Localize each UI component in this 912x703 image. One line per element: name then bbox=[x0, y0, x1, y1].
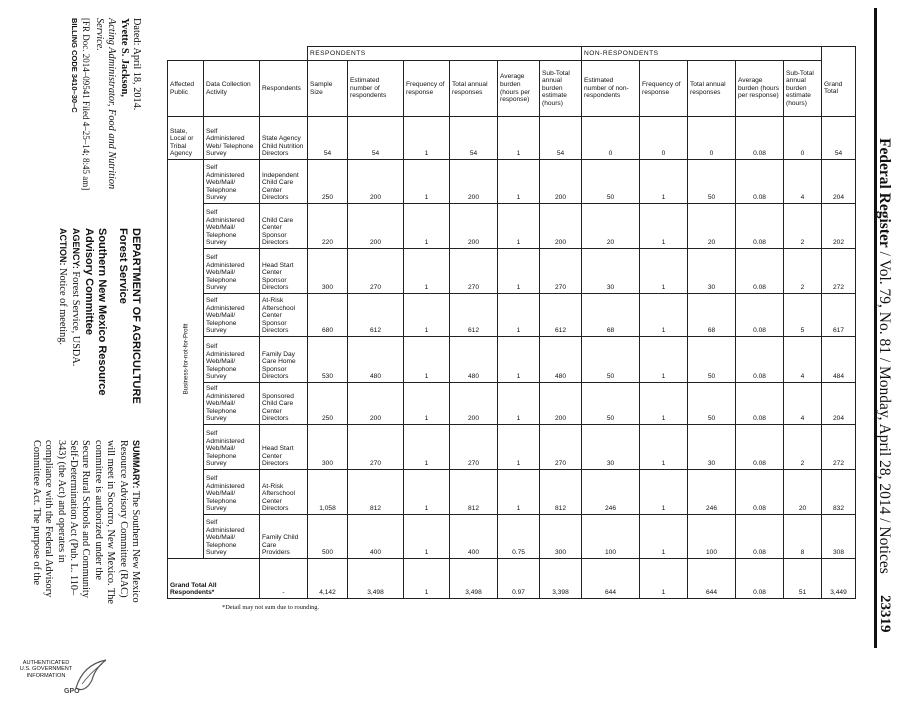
affected-public-cell: State, Local or Tribal Agency bbox=[168, 117, 204, 160]
value-cell: 200 bbox=[348, 160, 404, 204]
action-text: Notice of meeting. bbox=[56, 265, 68, 345]
committee-heading-2: Advisory Committee bbox=[83, 228, 95, 335]
value-cell: 480 bbox=[540, 337, 582, 383]
table-row bbox=[168, 294, 856, 337]
value-cell: 0.08 bbox=[736, 160, 784, 204]
action-line bbox=[55, 228, 68, 404]
summary-line: Secure Rural Schools and Community bbox=[80, 440, 92, 598]
value-cell: 50 bbox=[688, 383, 736, 425]
value-cell: 1 bbox=[404, 249, 450, 294]
column-header-row bbox=[168, 61, 856, 117]
committee-heading-1: Southern New Mexico Resource bbox=[96, 228, 108, 396]
col-header: Affected Public bbox=[168, 61, 204, 117]
respondents-cell: Head Start Center Directors bbox=[260, 425, 308, 470]
value-cell: 68 bbox=[582, 294, 640, 337]
value-cell: 1 bbox=[404, 425, 450, 470]
table-row bbox=[168, 515, 856, 559]
value-cell: 30 bbox=[688, 425, 736, 470]
value-cell: 0.08 bbox=[736, 337, 784, 383]
value-cell: 270 bbox=[540, 249, 582, 294]
value-cell: 270 bbox=[540, 425, 582, 470]
summary-label: SUMMARY: bbox=[131, 440, 141, 489]
value-cell: 246 bbox=[688, 470, 736, 515]
value-cell: 204 bbox=[822, 383, 856, 425]
col-header: Grand Total bbox=[822, 61, 856, 117]
activity-cell: Self Administered Web/Mail/ Telephone Survey bbox=[204, 515, 260, 559]
value-cell: 200 bbox=[540, 204, 582, 249]
value-cell: 2 bbox=[784, 204, 822, 249]
nonrespondents-group-header: NON-RESPONDENTS bbox=[582, 47, 822, 61]
col-header: Estimated number of respondents bbox=[348, 61, 404, 117]
value-cell: 250 bbox=[308, 383, 348, 425]
table-row bbox=[168, 117, 856, 160]
value-cell: 200 bbox=[450, 383, 498, 425]
col-header: Total annual responses bbox=[688, 61, 736, 117]
activity-cell: Self Administered Web/ Telephone Survey bbox=[204, 117, 260, 160]
value-cell: 0 bbox=[784, 117, 822, 160]
agency-label: AGENCY: bbox=[71, 228, 81, 269]
value-cell: 0.08 bbox=[736, 294, 784, 337]
value-cell: 54 bbox=[822, 117, 856, 160]
value-cell: 8 bbox=[784, 515, 822, 559]
activity-cell: Self Administered Web/Mail/ Telephone Survey bbox=[204, 337, 260, 383]
value-cell: 0.08 bbox=[736, 559, 784, 599]
table-row bbox=[168, 337, 856, 383]
agency-heading-block bbox=[55, 228, 142, 404]
value-cell: 680 bbox=[308, 294, 348, 337]
value-cell: 1 bbox=[498, 117, 540, 160]
value-cell: 530 bbox=[308, 337, 348, 383]
value-cell: 1 bbox=[640, 559, 688, 599]
value-cell: 2 bbox=[784, 425, 822, 470]
value-cell: 1 bbox=[640, 249, 688, 294]
col-header: Respondents bbox=[260, 61, 308, 117]
signer-title-1: Acting Administrator, Food and Nutrition bbox=[106, 18, 118, 190]
value-cell: 1 bbox=[404, 117, 450, 160]
value-cell: 500 bbox=[308, 515, 348, 559]
table-row bbox=[168, 249, 856, 294]
value-cell: 1 bbox=[404, 559, 450, 599]
agency-line bbox=[69, 228, 82, 404]
value-cell: 480 bbox=[348, 337, 404, 383]
activity-cell: Self Administered Web/Mail/ Telephone Survey bbox=[204, 204, 260, 249]
grand-total-label: Grand Total All Respondents* bbox=[168, 559, 260, 599]
value-cell: 4 bbox=[784, 337, 822, 383]
value-cell: 0 bbox=[640, 117, 688, 160]
value-cell: 200 bbox=[348, 383, 404, 425]
value-cell: 50 bbox=[582, 337, 640, 383]
gpo-authenticated-logo bbox=[12, 658, 112, 700]
table-row bbox=[168, 160, 856, 204]
signer-title-2: Service. bbox=[93, 18, 105, 51]
activity-cell: Self Administered Web/Mail/ Telephone Survey bbox=[204, 425, 260, 470]
value-cell: 100 bbox=[582, 515, 640, 559]
page-number: 23319 bbox=[877, 595, 893, 633]
value-cell: 20 bbox=[784, 470, 822, 515]
value-cell: 272 bbox=[822, 249, 856, 294]
summary-line: 343) (the Act) and operates in bbox=[55, 440, 67, 563]
value-cell: 1 bbox=[640, 515, 688, 559]
value-cell: 617 bbox=[822, 294, 856, 337]
activity-cell: Self Administered Web/Mail/ Telephone Survey bbox=[204, 383, 260, 425]
value-cell: 0.97 bbox=[498, 559, 540, 599]
table-row bbox=[168, 470, 856, 515]
respondents-cell: At-Risk Afterschool Center Directors bbox=[260, 470, 308, 515]
value-cell: 4,142 bbox=[308, 559, 348, 599]
value-cell: 200 bbox=[450, 204, 498, 249]
value-cell: 400 bbox=[348, 515, 404, 559]
value-cell: 4 bbox=[784, 383, 822, 425]
value-cell: 3,398 bbox=[540, 559, 582, 599]
billing-code: BILLING CODE 3410–30–C bbox=[69, 18, 79, 113]
activity-cell: Self Administered Web/Mail/ Telephone Survey bbox=[204, 249, 260, 294]
value-cell: 1 bbox=[640, 383, 688, 425]
activity-cell: Self Administered Web/Mail/ Telephone Survey bbox=[204, 160, 260, 204]
value-cell: 612 bbox=[540, 294, 582, 337]
respondents-cell: Head Start Center Sponsor Directors bbox=[260, 249, 308, 294]
value-cell: 1 bbox=[498, 294, 540, 337]
value-cell: 1 bbox=[498, 337, 540, 383]
value-cell: 270 bbox=[348, 425, 404, 470]
service-heading: Forest Service bbox=[117, 228, 129, 304]
value-cell: 270 bbox=[450, 425, 498, 470]
burden-table bbox=[167, 46, 856, 599]
value-cell: 1 bbox=[498, 470, 540, 515]
value-cell: 612 bbox=[348, 294, 404, 337]
value-cell: 1 bbox=[404, 294, 450, 337]
respondents-cell: At-Risk Afterschool Center Sponsor Directors bbox=[260, 294, 308, 337]
table-row bbox=[168, 383, 856, 425]
summary-block bbox=[29, 440, 142, 604]
signer-name: Yvette S. Jackson, bbox=[118, 18, 130, 97]
fr-doc-line: [FR Doc. 2014–09541 Filed 4–25–14; 8:45 am] bbox=[81, 18, 92, 191]
respondents-cell: Child Care Center Sponsor Directors bbox=[260, 204, 308, 249]
col-header: Frequency of response bbox=[640, 61, 688, 117]
value-cell: 308 bbox=[822, 515, 856, 559]
value-cell: 3,498 bbox=[348, 559, 404, 599]
issue-info: / Vol. 79, No. 81 / Monday, April 28, 2014 / Notices bbox=[876, 247, 893, 574]
value-cell: 270 bbox=[450, 249, 498, 294]
value-cell: 204 bbox=[822, 160, 856, 204]
col-header: Data Collection Activity bbox=[204, 61, 260, 117]
respondents-group-header: RESPONDENTS bbox=[308, 47, 582, 61]
value-cell: 1 bbox=[498, 383, 540, 425]
logo-text: AUTHENTICATED U.S. GOVERNMENT INFORMATION bbox=[19, 660, 73, 679]
value-cell: 0.08 bbox=[736, 470, 784, 515]
value-cell: 644 bbox=[688, 559, 736, 599]
value-cell: 612 bbox=[450, 294, 498, 337]
value-cell: 50 bbox=[582, 383, 640, 425]
value-cell: 1 bbox=[498, 425, 540, 470]
value-cell: 300 bbox=[308, 425, 348, 470]
department-heading: DEPARTMENT OF AGRICULTURE bbox=[130, 228, 142, 404]
value-cell: 68 bbox=[688, 294, 736, 337]
agency-text: Forest Service, USDA. bbox=[70, 268, 81, 367]
dated-line: Dated: April 18, 2014. bbox=[131, 18, 142, 111]
running-header bbox=[875, 138, 893, 574]
value-cell: 272 bbox=[822, 425, 856, 470]
value-cell: 50 bbox=[688, 337, 736, 383]
value-cell: 812 bbox=[348, 470, 404, 515]
value-cell: 0.08 bbox=[736, 204, 784, 249]
value-cell: 51 bbox=[784, 559, 822, 599]
value-cell: 0.75 bbox=[498, 515, 540, 559]
value-cell: 3,449 bbox=[822, 559, 856, 599]
value-cell: 1 bbox=[404, 337, 450, 383]
value-cell: 1 bbox=[404, 470, 450, 515]
col-header: Estimated number of non-respondents bbox=[582, 61, 640, 117]
value-cell: - bbox=[260, 559, 308, 599]
value-cell: 246 bbox=[582, 470, 640, 515]
value-cell: 0.08 bbox=[736, 383, 784, 425]
value-cell: 1 bbox=[404, 383, 450, 425]
col-header: Sample Size bbox=[308, 61, 348, 117]
value-cell: 300 bbox=[308, 249, 348, 294]
value-cell: 220 bbox=[308, 204, 348, 249]
value-cell: 50 bbox=[582, 160, 640, 204]
action-label: ACTION: bbox=[57, 228, 68, 266]
value-cell: 270 bbox=[348, 249, 404, 294]
value-cell: 812 bbox=[450, 470, 498, 515]
value-cell: 1 bbox=[404, 204, 450, 249]
value-cell: 200 bbox=[540, 383, 582, 425]
value-cell: 0 bbox=[582, 117, 640, 160]
col-header: Frequency of response bbox=[404, 61, 450, 117]
respondents-cell: Family Day Care Home Sponsor Directors bbox=[260, 337, 308, 383]
value-cell: 1,058 bbox=[308, 470, 348, 515]
value-cell: 0.08 bbox=[736, 117, 784, 160]
signature-block bbox=[68, 18, 142, 190]
group-header-row bbox=[168, 47, 856, 61]
value-cell: 1 bbox=[498, 204, 540, 249]
value-cell: 250 bbox=[308, 160, 348, 204]
value-cell: 480 bbox=[450, 337, 498, 383]
value-cell: 644 bbox=[582, 559, 640, 599]
value-cell: 4 bbox=[784, 160, 822, 204]
value-cell: 1 bbox=[498, 160, 540, 204]
value-cell: 1 bbox=[404, 515, 450, 559]
value-cell: 1 bbox=[640, 294, 688, 337]
value-cell: 1 bbox=[640, 337, 688, 383]
grand-total-row bbox=[168, 559, 856, 599]
value-cell: 832 bbox=[822, 470, 856, 515]
col-header: Average burden (hours per response) bbox=[498, 61, 540, 117]
journal-name: Federal Register bbox=[876, 138, 893, 248]
value-cell: 1 bbox=[640, 425, 688, 470]
value-cell: 54 bbox=[450, 117, 498, 160]
value-cell: 54 bbox=[308, 117, 348, 160]
value-cell: 100 bbox=[688, 515, 736, 559]
value-cell: 200 bbox=[450, 160, 498, 204]
col-header: Sub-Total annual burden estimate (hours) bbox=[784, 61, 822, 117]
col-header: Total annual responses bbox=[450, 61, 498, 117]
affected-public-cell bbox=[168, 160, 204, 559]
value-cell: 5 bbox=[784, 294, 822, 337]
value-cell: 0.08 bbox=[736, 249, 784, 294]
value-cell: 54 bbox=[348, 117, 404, 160]
respondents-cell: Family Child Care Providers bbox=[260, 515, 308, 559]
value-cell: 484 bbox=[822, 337, 856, 383]
value-cell: 1 bbox=[404, 160, 450, 204]
value-cell: 1 bbox=[640, 470, 688, 515]
table-row bbox=[168, 425, 856, 470]
respondents-cell: State Agency Child Nutrition Directors bbox=[260, 117, 308, 160]
value-cell: 0.08 bbox=[736, 425, 784, 470]
activity-cell: Self Administered Web/Mail/ Telephone Survey bbox=[204, 294, 260, 337]
respondents-cell: Sponsored Child Care Center Directors bbox=[260, 383, 308, 425]
gpo-label: GPO bbox=[64, 688, 80, 695]
table-row bbox=[168, 204, 856, 249]
value-cell: 30 bbox=[582, 425, 640, 470]
col-header: Average burden (hours per response) bbox=[736, 61, 784, 117]
value-cell: 1 bbox=[640, 204, 688, 249]
value-cell: 54 bbox=[540, 117, 582, 160]
table-footnote: *Detail may not sum due to rounding. bbox=[222, 604, 320, 611]
value-cell: 400 bbox=[450, 515, 498, 559]
respondents-cell: Independent Child Care Center Directors bbox=[260, 160, 308, 204]
summary-line: Resource Advisory Committee (RAC) bbox=[117, 440, 129, 598]
value-cell: 2 bbox=[784, 249, 822, 294]
value-cell: 300 bbox=[540, 515, 582, 559]
summary-line: will meet in Socorro, New Mexico. The bbox=[105, 440, 117, 604]
value-cell: 30 bbox=[688, 249, 736, 294]
value-cell: 1 bbox=[498, 249, 540, 294]
value-cell: 20 bbox=[582, 204, 640, 249]
value-cell: 200 bbox=[540, 160, 582, 204]
activity-cell: Self Administered Web/Mail/ Telephone Survey bbox=[204, 470, 260, 515]
summary-line: committee is authorized under the bbox=[92, 440, 104, 581]
value-cell: 0 bbox=[688, 117, 736, 160]
value-cell: 20 bbox=[688, 204, 736, 249]
value-cell: 3,498 bbox=[450, 559, 498, 599]
value-cell: 812 bbox=[540, 470, 582, 515]
summary-line-1: SUMMARY: The Southern New Mexico bbox=[130, 440, 141, 603]
value-cell: 0.08 bbox=[736, 515, 784, 559]
value-cell: 30 bbox=[582, 249, 640, 294]
value-cell: 1 bbox=[640, 160, 688, 204]
value-cell: 50 bbox=[688, 160, 736, 204]
summary-line: Committee Act. The purpose of the bbox=[30, 440, 42, 586]
value-cell: 202 bbox=[822, 204, 856, 249]
summary-line: Self-Determination Act (Pub. L. 110– bbox=[67, 440, 79, 596]
summary-line: compliance with the Federal Advisory bbox=[43, 440, 55, 598]
value-cell: 200 bbox=[348, 204, 404, 249]
business-label: Business-for-not-for-Profit bbox=[181, 323, 189, 395]
col-header: Sub-Total annual burden estimate (hours) bbox=[540, 61, 582, 117]
